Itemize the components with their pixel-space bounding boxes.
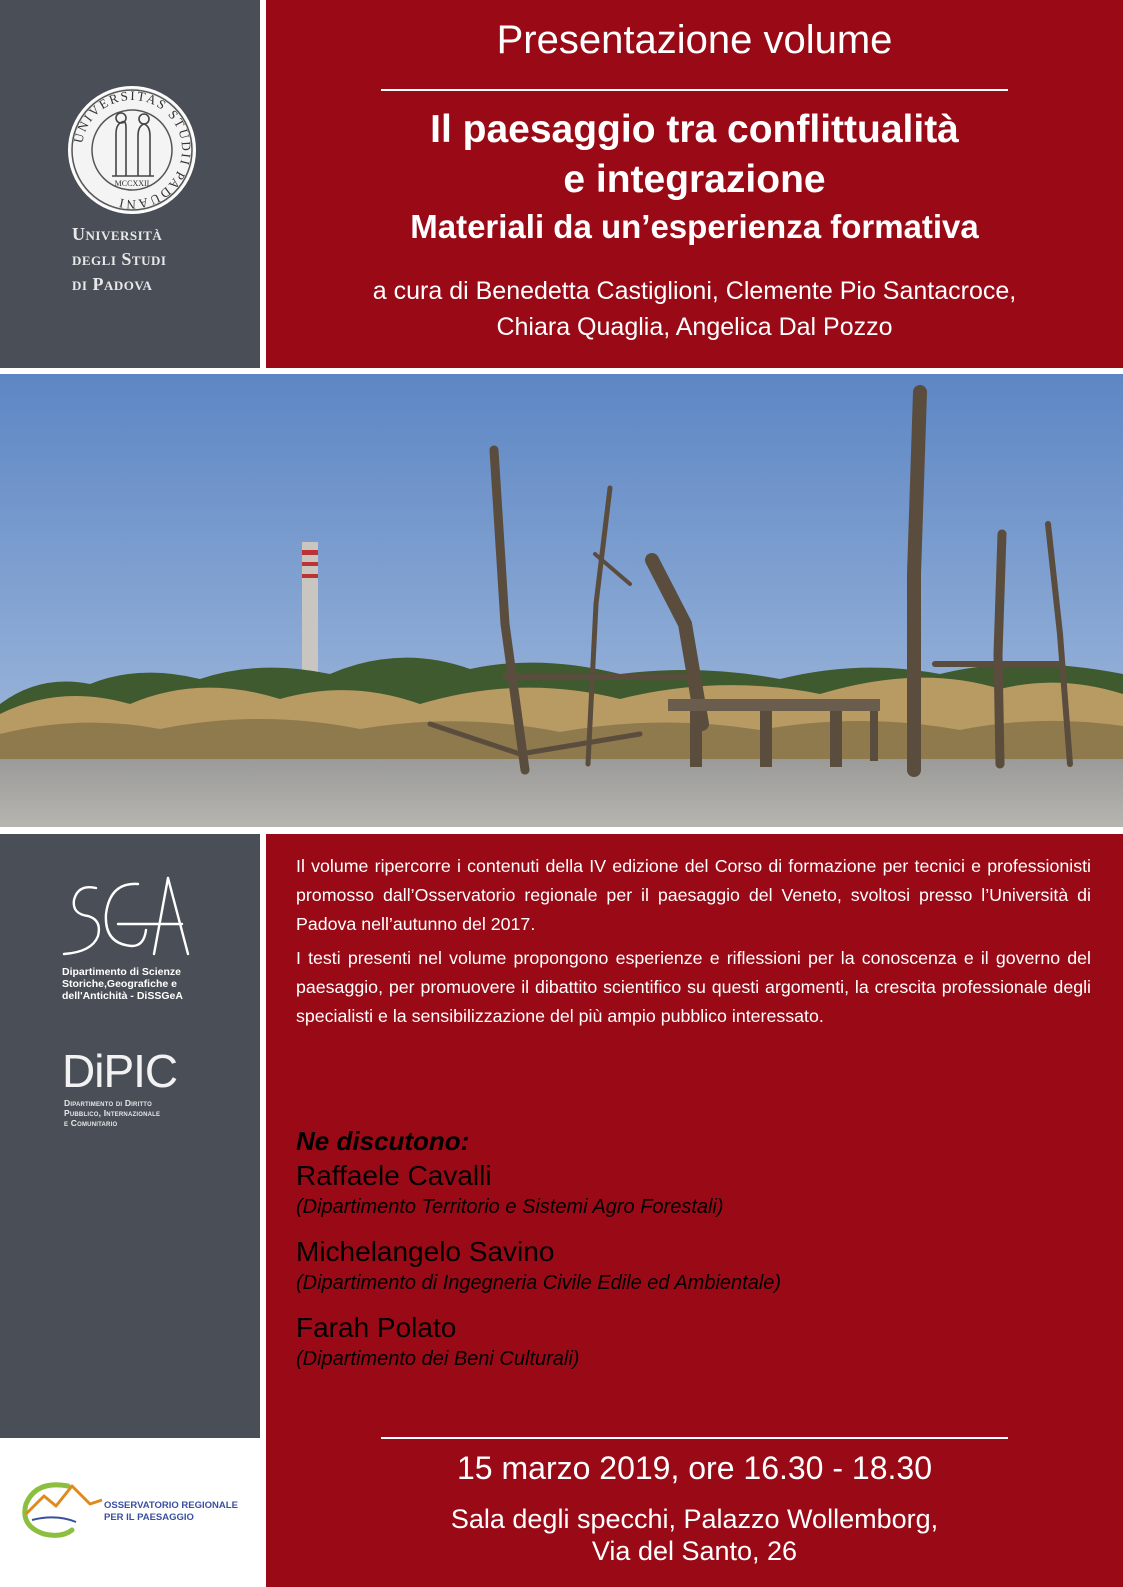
header-divider xyxy=(381,89,1008,91)
speaker-name: Raffaele Cavalli xyxy=(296,1160,492,1191)
description-paragraph-2: I testi presenti nel volume propongono esperienze e riflessioni per la conoscenza e il governo del paesaggio, per promuovere il dibattito scientifico su questi argomenti, la crescita professionale degli specialisti e la sensibilizzazione del più ampio pubblico interessato. xyxy=(296,948,1091,1026)
description-paragraph-1: Il volume ripercorre i contenuti della IV edizione del Corso di formazione per tecnici e professionisti promosso dall’Osservatorio regionale per il paesaggio del Veneto, svoltosi presso l’Università di Padova nell’autunno del 2017. xyxy=(296,856,1091,934)
event-divider xyxy=(381,1437,1008,1439)
university-panel xyxy=(0,0,260,368)
event-address: Via del Santo, 26 xyxy=(591,1536,798,1566)
editors-line1: a cura di Benedetta Castiglioni, Clemente Pio Santacroce, xyxy=(372,277,1017,305)
sga-logo-icon xyxy=(58,874,198,960)
kicker-heading: Presentazione volume xyxy=(496,18,893,62)
university-name-line3: di Padova xyxy=(72,274,153,294)
university-seal-icon xyxy=(66,84,198,216)
sga-dept-line2: Storiche,Geografiche e xyxy=(62,978,177,990)
observatory-name-line2: PER IL PAESAGGIO xyxy=(104,1512,194,1523)
event-datetime: 15 marzo 2019, ore 16.30 - 18.30 xyxy=(457,1450,932,1486)
speaker-name: Farah Polato xyxy=(296,1312,457,1343)
speaker-affiliation: (Dipartimento dei Beni Culturali) xyxy=(296,1348,580,1370)
speaker-affiliation: (Dipartimento di Ingegneria Civile Edile ed Ambientale) xyxy=(296,1272,782,1294)
book-subtitle: Materiali da un’esperienza formativa xyxy=(410,208,979,245)
dipic-logo: DiPIC xyxy=(62,1045,178,1097)
university-name-line1: Università xyxy=(72,224,163,244)
seal-text: UNIVERSITAS STUDII PADUANI xyxy=(70,87,195,213)
dipic-dept-line2: Pubblico, Internazionale xyxy=(64,1108,161,1118)
discussants-heading: Ne discutono: xyxy=(296,1126,470,1156)
book-title-line1: Il paesaggio tra conflittualità xyxy=(430,108,959,151)
beach-driftwood-image xyxy=(0,374,1123,827)
dipic-dept-line1: Dipartimento di Diritto xyxy=(64,1098,152,1108)
book-title-line2: e integrazione xyxy=(563,158,826,201)
editors-line2: Chiara Quaglia, Angelica Dal Pozzo xyxy=(496,313,893,341)
speaker-affiliation: (Dipartimento Territorio e Sistemi Agro Forestali) xyxy=(296,1196,724,1218)
event-venue: Sala degli specchi, Palazzo Wollemborg, xyxy=(450,1504,939,1534)
speaker-name: Michelangelo Savino xyxy=(296,1236,555,1267)
sga-dept-line1: Dipartimento di Scienze xyxy=(62,966,182,978)
dipic-dept-line3: e Comunitario xyxy=(64,1118,118,1128)
seal-year: MCCXXII xyxy=(114,179,150,188)
observatory-name-line1: OSSERVATORIO REGIONALE xyxy=(104,1500,238,1511)
observatory-logo-icon xyxy=(16,1474,106,1544)
sga-dept-line3: dell'Antichità - DiSSGeA xyxy=(62,990,183,1002)
title-panel xyxy=(266,0,1123,368)
university-name-line2: degli Studi xyxy=(72,249,167,269)
landscape-photo xyxy=(0,374,1123,827)
